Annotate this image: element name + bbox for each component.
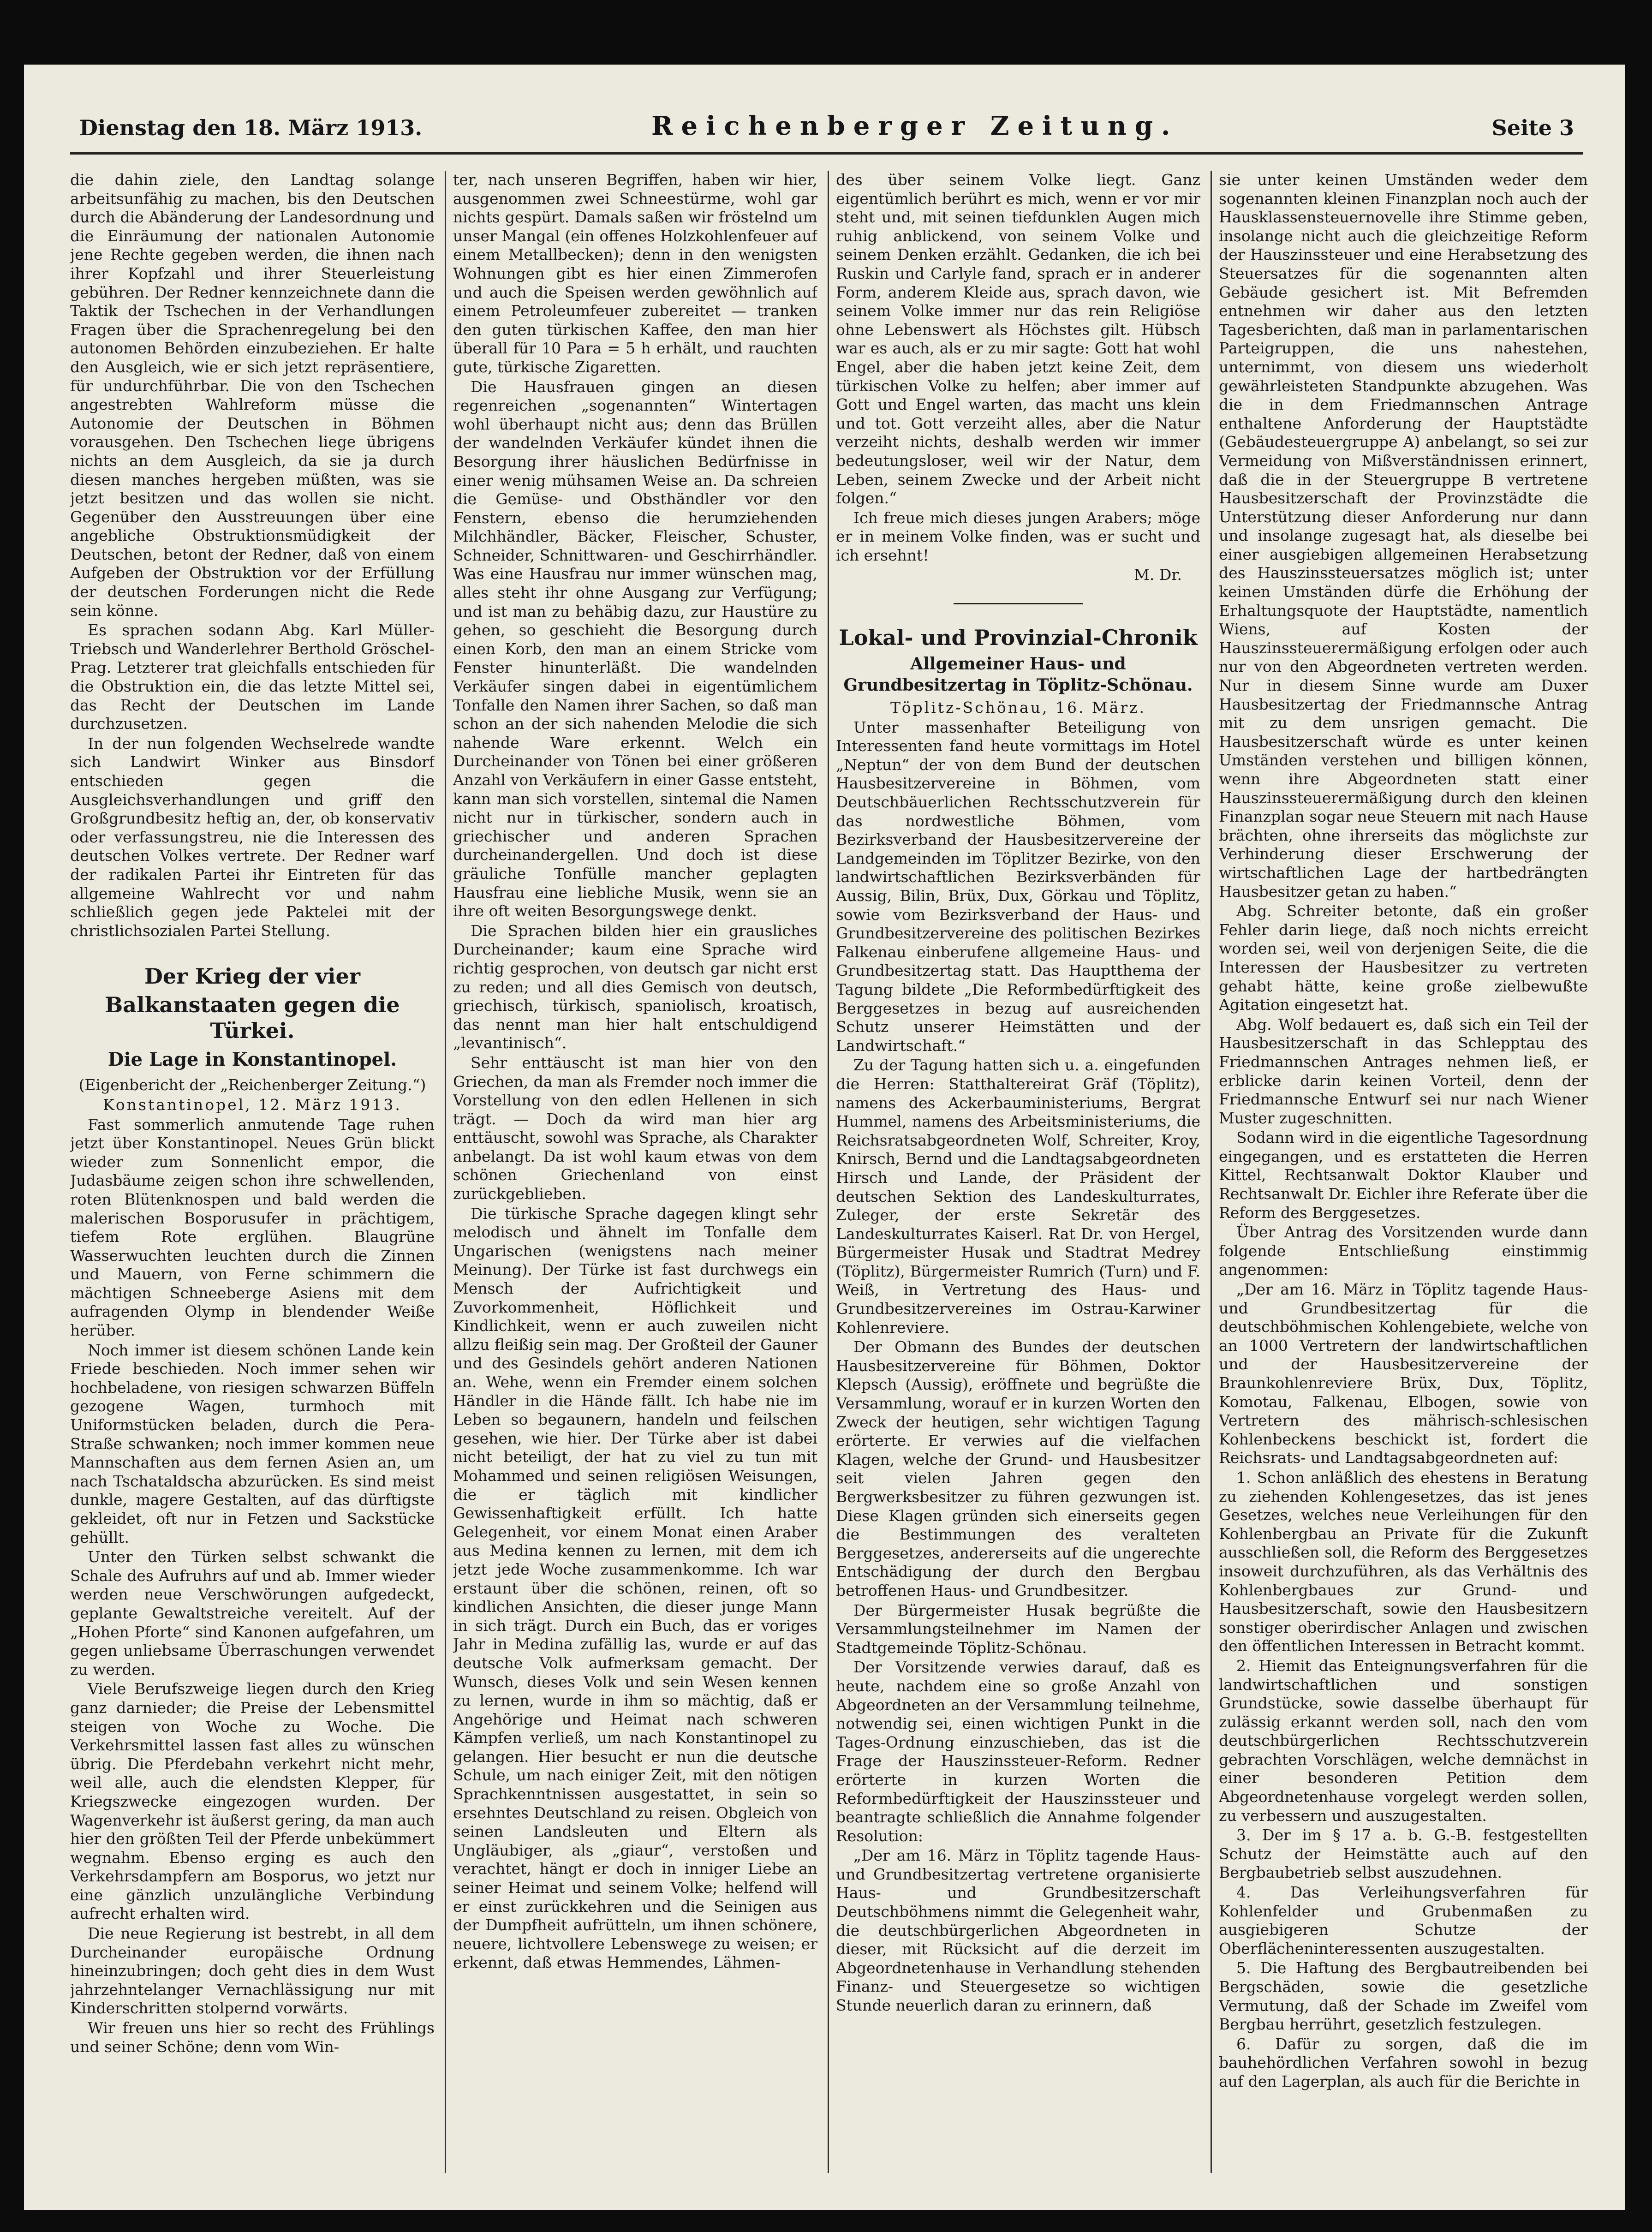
column-2 — [453, 171, 817, 2173]
column-rule — [445, 171, 446, 2173]
paragraph: Wir freuen uns hier so recht des Frühlings und seiner Schöne; denn vom Win- — [70, 2019, 435, 2056]
paragraph: Der Obmann des Bundes der deutschen Hausbesitzervereine für Böhmen, Doktor Klepsch (Aussig), eröffnete und begrüßte die Versammlung, worauf er in kurzen Worten den Zweck der heutigen, sehr wichtigen Tagung erörterte. Er verwies auf die vielfachen Klagen, welche der Grund- und Hausbesitzer seit vielen Jahren gegen den Bergwerksbesitzer zu führen gezwungen ist. Diese Klagen gründen sich einerseits gegen die Bestimmungen des veralteten Berggesetzes, andererseits auf die ungerechte Entschädigung der durch den Bergbau betroffenen Haus- und Grundbesitzer. — [836, 1338, 1200, 1599]
paragraph: sie unter keinen Umständen weder dem sogenannten kleinen Finanzplan noch auch der Hausklassensteuernovelle ihre Stimme geben, insolange nicht auch die gleichzeitige Reform der Hauszinssteuer und eine Herabsetzung des Steuersatzes für die sogenannten alten Gebäude gesichert ist. Mit Befremden entnehmen wir daher aus den letzten Tagesberichten, daß man in parlamentarischen Parteigruppen, die uns nahestehen, unternimmt, von diesem uns wiederholt gewährleisteten Standpunkte abzugehen. Was die in dem Friedmannschen Antrage enthaltene Anforderung der Hauptstädte (Gebäudesteuergruppe A) anbelangt, so sei zur Vermeidung von Mißverständnissen erinnert, daß die in der Steuergruppe B vertretene Hausbesitzerschaft der Provinzstädte die Unterstützung dieser Anforderung nur dann und insolange zugesagt hat, als dieselbe bei einer ausgiebigen allgemeinen Herabsetzung des Hauszinssteuersatzes möglich ist; unter keinen Umständen dürfe die Erhöhung der Erhaltungsquote der Hauptstädte, namentlich Wiens, auf Kosten der Hauszinssteuerermäßigung erfolgen oder auch nur von den Abgeordneten vertreten werden. Nur in diesem Sinne wurde am Duxer Hausbesitzertag der Friedmannsche Antrag mit zu dem unsrigen gemacht. Die Hausbesitzerschaft würde es unter keinen Umständen verstehen und billigen können, wenn ihre Abgeordneten statt einer Hauszinssteuerermäßigung durch den kleinen Finanzplan sogar neue Steuern mit nach Hause brächten, ohne ihrerseits das möglichste zur Verhinderung dieser Erschwerung der wirtschaftlichen Lage der hartbedrängten Hausbesitzer getan zu haben.“ — [1219, 171, 1588, 901]
column-rule — [828, 171, 829, 2173]
header-date: Dienstag den 18. März 1913. — [79, 115, 423, 140]
paragraph: Der Bürgermeister Husak begrüßte die Versammlungsteilnehmer im Namen der Stadtgemeinde Töplitz-Schönau. — [836, 1601, 1200, 1657]
paragraph: Ich freue mich dieses jungen Arabers; möge er in meinem Volke finden, was er sucht und ich ersehnt! — [836, 508, 1200, 564]
column-4 — [1219, 171, 1588, 2173]
paragraph: Noch immer ist diesem schönen Lande kein Friede beschieden. Noch immer sehen wir hochbeladene, von riesigen schwarzen Büffeln gezogene Wagen, turmhoch mit Uniformstücken beladen, durch die Pera-Straße schwanken; noch immer kommen neue Mannschaften aus dem fernen Asien an, um nach Tschataldscha abzurücken. Es sind meist dunkle, magere Gestalten, auf das dürftigste gekleidet, oft nur in Fetzen und Sackstücke gehüllt. — [70, 1341, 435, 1546]
paragraph: ter, nach unseren Begriffen, haben wir hier, ausgenommen zwei Schneestürme, wohl gar nichts gespürt. Damals saßen wir fröstelnd um unser Mangal (ein offenes Holzkohlenfeuer auf einem Metallbecken); denn in den wenigsten Wohnungen gibt es hier einen Zimmerofen und auch die Speisen werden gewöhnlich auf einem Petroleumfeuer zubereitet — tranken den guten türkischen Kaffee, den man hier überall für 10 Para = 5 h erhält, und rauchten gute, türkische Zigaretten. — [453, 171, 817, 376]
paragraph: Der Vorsitzende verwies darauf, daß es heute, nachdem eine so große Anzahl von Abgeordneten an der Versammlung teilnehme, notwendig sei, einen wichtigen Punkt in die Tages-Ordnung einzuschieben, das ist die Frage der Hauszinssteuer-Reform. Redner erörterte in kurzen Worten die Reformbedürftigkeit der Hauszinssteuer und beantragte schließlich die Annahme folgender Resolution: — [836, 1658, 1200, 1845]
paragraph: Die Hausfrauen gingen an diesen regenreichen „sogenannten“ Wintertagen wohl überhaupt nicht aus; denn das Brüllen der wandelnden Verkäufer kündet ihnen die Besorgung ihrer häuslichen Bedürfnisse in einer wenig mühsamen Weise an. Da schreien die Gemüse- und Obsthändler vor den Fenstern, ebenso die herumziehenden Milchhändler, Bäcker, Fleischer, Schuster, Schneider, Schnittwaren- und Geschirrhändler. Was eine Hausfrau nur immer wünschen mag, alles steht ihr ohne Ausgang zur Verfügung; und ist man zu behäbig dazu, zur Haustüre zu gehen, so geschieht die Besorgung durch einen Korb, den man an einem Stricke vom Fenster hinunterläßt. Die wandelnden Verkäufer singen dabei in eigentümlichem Tonfalle den Namen ihrer Sachen, so daß man schon an der sich nahenden Melodie die sich nahende Ware erkennt. Welch ein Durcheinander von Tönen bei einer größeren Anzahl von Verkäufern in einer Gasse entsteht, kann man sich vorstellen, sintemal die Namen nicht nur in türkischer, sondern auch in griechischer und anderen Sprachen durcheinandergellen. Und doch ist diese gräuliche Tonfülle mancher geplagten Hausfrau eine liebliche Musik, wenn sie an ihre oft weiten Besorgungswege denkt. — [453, 377, 817, 920]
article-subheadline: Die Lage in Konstantinopel. — [107, 1049, 397, 1071]
column-3 — [836, 171, 1200, 2173]
paragraph: 6. Dafür zu sorgen, daß die im bauhehördlichen Verfahren sowohl in bezug auf den Lagerplan, als auch für die Berichte in — [1219, 2035, 1588, 2090]
paragraph: Unter den Türken selbst schwankt die Schale des Aufruhrs auf und ab. Immer wieder werden neue Verschwörungen aufgedeckt, geplante Gewaltstreiche vereitelt. Auf der „Hohen Pforte“ sind Kanonen aufgefahren, um gegen unliebsame Überraschungen verwendet zu werden. — [70, 1548, 435, 1678]
byline: (Eigenbericht der „Reichenberger Zeitung.“) — [78, 1076, 426, 1094]
paragraph: Sodann wird in die eigentliche Tagesordnung eingegangen, und es erstatteten die Herren Kittel, Rechtsanwalt Doktor Klauber und Rechtsanwalt Dr. Eichler ihre Referate über die Reform des Berggesetzes. — [1219, 1128, 1588, 1222]
signature: M. Dr. — [1134, 566, 1182, 584]
article-headline: Allgemeiner Haus- und Grundbesitzertag in Töplitz-Schönau. — [843, 654, 1193, 695]
paragraph: 2. Hiemit das Enteignungsverfahren für die landwirtschaftlichen und sonstigen Grundstücke, sowie dasselbe überhaupt für zulässig erkannt werden soll, nach den vom deutschbürgerlichen Rechtsschutzverein gebrachten Vorschlägen, welche demnächst in einer besonderen Petition dem Abgeordnetenhause vorgelegt werden sollen, zu verbessern und auszugestalten. — [1219, 1656, 1588, 1825]
paragraph: Unter massenhafter Beteiligung von Interessenten fand heute vormittags im Hotel „Neptun“ der von dem Bund der deutschen Hausbesitzervereine in Böhmen, vom Deutschbäuerlichen Rechtsschutzverein für das nordwestliche Böhmen, vom Bezirksverband der Hausbesitzervereine der Landgemeinden im Töplitzer Bezirke, von den landwirtschaftlichen Bezirksverbänden für Aussig, Bilin, Brüx, Dux, Görkau und Töplitz, sowie vom Bezirksverband der Haus- und Grundbesitzervereine des politischen Bezirkes Falkenau einberufene allgemeine Haus- und Grundbesitzertag statt. Das Hauptthema der Tagung bildete „Die Reformbedürftigkeit des Berggesetzes in bezug auf ausreichenden Schutz unserer Heimstätten und der Landwirtschaft.“ — [836, 718, 1200, 1055]
paragraph: Die neue Regierung ist bestrebt, in all dem Durcheinander europäische Ordnung hineinzubringen; doch geht dies in dem Wust jahrzehntelanger Vernachlässigung nur mit Kinderschritten stolpernd vorwärts. — [70, 1924, 435, 2017]
section-headline: Lokal- und Provinzial-Chronik — [839, 625, 1198, 651]
section-divider — [954, 603, 1083, 604]
paragraph: 3. Der im § 17 a. b. G.-B. festgestellten Schutz der Heimstätte auch auf den Bergbaubetrieb selbst auszudehnen. — [1219, 1826, 1588, 1882]
dateline: Töplitz-Schönau, 16. März. — [890, 698, 1146, 717]
paragraph: Sehr enttäuscht ist man hier von den Griechen, da man als Fremder noch immer die Vorstellung von den edlen Hellenen in sich trägt. — Doch da wird man hier arg enttäuscht, sowohl was Sprache, als Charakter anbelangt. Da ist wohl kaum etwas von dem schönen Griechenland von einst zurückgeblieben. — [453, 1053, 817, 1203]
paragraph: Zu der Tagung hatten sich u. a. eingefunden die Herren: Statthaltereirat Gräf (Töplitz), namens des Ackerbauministeriums, Bergrat Hummel, namens des Arbeitsministeriums, die Reichsratsabgeordneten Wolf, Schreiter, Kroy, Knirsch, Bernd und die Landtagsabgeordneten Hirsch und Lande, der Präsident der deutschen Sektion des Landeskulturrates, Zuleger, der erste Sekretär des Landeskulturrates Kaiserl. Rat Dr. von Hergel, Bürgermeister Husak und Stadtrat Medrey (Töplitz), Bürgermeister Rumrich (Turn) und F. Weiß, in Vertretung des Haus- und Grundbesitzervereines im Ostrau-Karwiner Kohlenreviere. — [836, 1056, 1200, 1337]
paragraph: Die türkische Sprache dagegen klingt sehr melodisch und ähnelt im Tonfalle dem Ungarischen (wenigstens nach meiner Meinung). Der Türke ist fast durchwegs ein Mensch der Aufrichtigkeit und Zuvorkommenheit, Höflichkeit und Kindlichkeit, wenn er auch zuweilen nicht allzu fleißig sein mag. Der Großteil der Gauner und des Gesindels gehört anderen Nationen an. Wehe, wenn ein Fremder einem solchen Händler in die Hände fällt. Ich habe nie im Leben so begaunern, handeln und feilschen gesehen, wie hier. Der Türke aber ist dabei nicht beteiligt, der hat zu viel zu tun mit Mohammed und seinen religiösen Weisungen, die er täglich mit kindlicher Gewissenhaftigkeit erfüllt. Ich hatte Gelegenheit, vor einem Monat einen Araber aus Medina kennen zu lernen, mit dem ich jetzt jede Woche zusammenkomme. Ich war erstaunt über die schönen, reinen, oft so kindlichen Ansichten, die dieser junge Mann in sich trägt. Durch ein Buch, das er voriges Jahr in Medina zufällig las, wurde er auf das deutsche Volk aufmerksam gemacht. Der Wunsch, dieses Volk und sein Wesen kennen zu lernen, wurde in ihm so mächtig, daß er Angehörige und Heimat nach schweren Kämpfen verließ, um nach Konstantinopel zu gelangen. Hier besucht er nun die deutsche Schule, um nach einiger Zeit, mit den nötigen Sprachkenntnissen ausgestattet, in sein so ersehntes Deutschland zu reisen. Obgleich von seinen Landsleuten und Eltern als Ungläubiger, als „giaur“, verstoßen und verachtet, hängt er doch in inniger Liebe an seiner Heimat und seinem Volke; helfend will er einst zurückkehren und die Seinigen aus der Dumpfheit aufrütteln, um ihnen schönere, neuere, lichtvollere Lebenswege zu weisen; er erkennt, daß etwas Hemmendes, Lähmen- — [453, 1204, 817, 1972]
column-rule — [1211, 171, 1212, 2173]
paragraph: In der nun folgenden Wechselrede wandte sich Landwirt Winker aus Binsdorf entschieden gegen die Ausgleichsverhandlungen und griff den Großgrundbesitz heftig an, der, ob konservativ oder verfassungstreu, nie die Interessen des deutschen Volkes vertrete. Der Redner warf der radikalen Partei ihr Eintreten für das allgemeine Wahlrecht vor und nahm schließlich gegen jede Paktelei mit der christlichsozialen Partei Stellung. — [70, 734, 435, 940]
paragraph: des über seinem Volke liegt. Ganz eigentümlich berührt es mich, wenn er vor mir steht und, mit seinen tiefdunklen Augen mich ruhig anblickend, von seinem Volke und seinem Denken erzählt. Gedanken, die ich bei Ruskin und Carlyle fand, sprach er in anderer Form, anderem Kleide aus, sprach davon, wie seinem Volke immer nur das rein Religiöse ohne Lebenswert als Höchstes gilt. Hübsch war es auch, als er zu mir sagte: Gott hat wohl Engel, aber die haben jetzt keine Zeit, dem türkischen Volke zu helfen; aber immer auf Gott und Engel warten, das macht uns klein und tot. Gott verzeiht alles, aber die Natur verzeiht nichts, deshalb werden wir immer bedeutungsloser, weil wir der Natur, dem Leben, seinem Zwecke und der Arbeit nicht folgen.“ — [836, 171, 1200, 507]
dateline: Konstantinopel, 12. März 1913. — [103, 1095, 402, 1114]
page-header — [70, 111, 1583, 155]
paragraph: Viele Berufszweige liegen durch den Krieg ganz darnieder; die Preise der Lebensmittel steigen von Woche zu Woche. Die Verkehrsmittel lassen fast alles zu wünschen übrig. Die Pferdebahn verkehrt nicht mehr, weil alle, auch die elendsten Klepper, für Kriegszwecke eingezogen wurden. Der Wagenverkehr ist äußerst gering, da man auch hier den größten Teil der Pferde unbekümmert wegnahm. Ebenso erging es auch den Verkehrsdampfern am Bosporus, wo jetzt nur eine gänzlich unzulängliche Verbindung aufrecht erhalten wird. — [70, 1680, 435, 1923]
paragraph: Abg. Schreiter betonte, daß ein großer Fehler darin liege, daß noch nichts erreicht worden sei, weil von derjenigen Seite, die die Interessen der Hausbesitzer zu vertreten gehabt hätte, keine große zielbewußte Agitation eingesetzt hat. — [1219, 902, 1588, 1014]
paragraph: Abg. Wolf bedauert es, daß sich ein Teil der Hausbesitzerschaft in das Schlepptau des Friedmannschen Antrages nehmen ließ, er erblicke darin keinen Vorteil, denn der Friedmannsche Entwurf sei nur nach Wiener Muster zugeschnitten. — [1219, 1015, 1588, 1127]
article-headline: Der Krieg der vier — [144, 964, 360, 989]
paragraph: Fast sommerlich anmutende Tage ruhen jetzt über Konstantinopel. Neues Grün blickt wieder zum Sonnenlicht empor, die Judasbäume zeigen schon ihre schwellenden, roten Blütenknospen und bald werden die malerischen Bosporusufer in prächtigem, tiefem Rote erglühen. Blaugrüne Wasserwuchten leuchten durch die Zinnen und Mauern, von Ferne schimmern die mächtigen Schneeberge Asiens mit dem aufragenden Olymp in blendender Weiße herüber. — [70, 1115, 435, 1340]
paragraph: 5. Die Haftung des Bergbautreibenden bei Bergschäden, sowie die gesetzliche Vermutung, daß der Schade im Zweifel vom Bergbau herrührt, gesetzlich festzulegen. — [1219, 1959, 1588, 2034]
article-headline: Balkanstaaten gegen die Türkei. — [105, 992, 400, 1044]
paragraph: „Der am 16. März in Töplitz tagende Haus- und Grundbesitzertag für die deutschböhmischen Kohlengebiete, welche von an 1000 Vertretern der landwirtschaftlichen und der Hausbesitzervereine der Braunkohlenreviere Brüx, Dux, Töplitz, Komotau, Falkenau, Elbogen, sowie von Vertretern des mährisch-schlesischen Kohlenbeckens beschickt ist, fordert die Reichsrats- und Landtagsabgeordneten auf: — [1219, 1280, 1588, 1467]
newspaper-page — [24, 65, 1625, 2210]
paragraph: 4. Das Verleihungsverfahren für Kohlenfelder und Grubenmaßen zu ausgiebigeren Schutze der Oberflächeninteressenten auszugestalten. — [1219, 1883, 1588, 1957]
page-number: Seite 3 — [1491, 115, 1574, 140]
paragraph: Die Sprachen bilden hier ein grausliches Durcheinander; kaum eine Sprache wird richtig gesprochen, von deutsch gar nicht erst zu reden; und all dies Gemisch von deutsch, griechisch, türkisch, spaniolisch, kroatisch, das nennt man hier halt entschuldigend „levantinisch“. — [453, 921, 817, 1052]
paragraph: „Der am 16. März in Töplitz tagende Haus- und Grundbesitzertag vertretene organisierte Haus- und Grundbesitzerschaft Deutschböhmens nimmt die Gelegenheit wahr, die deutschbürgerlichen Abgeordneten in dieser, mit Rücksicht auf die derzeit im Abgeordnetenhause in Verhandlung stehenden Finanz- und Steuergesetze so wichtigen Stunde neuerlich daran zu erinnern, daß — [836, 1846, 1200, 2015]
column-1 — [70, 171, 435, 2173]
paragraph: die dahin ziele, den Landtag solange arbeitsunfähig zu machen, bis den Deutschen durch die Abänderung der Landesordnung und die Einräumung der nationalen Autonomie jene Rechte gegeben werden, die ihnen nach ihrer Kopfzahl und ihrer Steuerleistung gebühren. Der Redner kennzeichnete dann die Taktik der Tschechen in der Verhandlungen Fragen über die Sprachenregelung bei den autonomen Behörden einzubeziehen. Er halte den Ausgleich, wie er sich jetzt repräsentiere, für undurchführbar. Die von den Tschechen angestrebten Wahlreform müsse die Autonomie der Deutschen in Böhmen vorausgehen. Den Tschechen liege übrigens nichts an dem Ausgleich, da sie ja durch diesen manches hergeben müßten, was sie jetzt besitzen und das wollen sie nicht. Gegenüber den Ausstreuungen über eine angebliche Obstruktionsmüdigkeit der Deutschen, betont der Redner, daß von einem Aufgeben der Obstruktion vor der Erfüllung der deutschen Forderungen nicht die Rede sein könne. — [70, 171, 435, 620]
newspaper-title: Reichenberger Zeitung. — [651, 111, 1179, 141]
paragraph: Über Antrag des Vorsitzenden wurde dann folgende Entschließung einstimmig angenommen: — [1219, 1223, 1588, 1279]
paragraph: Es sprachen sodann Abg. Karl Müller-Triebsch und Wanderlehrer Berthold Gröschel-Prag. Letzterer trat gleichfalls entschieden für die Obstruktion ein, die das letzte Mittel sei, das Recht der Deutschen im Lande durchzusetzen. — [70, 621, 435, 733]
paragraph: 1. Schon anläßlich des ehestens in Beratung zu ziehenden Kohlengesetzes, das ist jenes Gesetzes, welches neue Verleihungen für den Kohlenbergbau an Private für die Zukunft ausschließen soll, die Reform des Berggesetzes insoweit durchzuführen, als das Verhältnis des Kohlenbergbaues zur Grund- und Hausbesitzerschaft, sowie den Hausbesitzern sonstiger oberirdischer Anlagen und zwischen den öffentlichen Interessen in Betracht kommt. — [1219, 1468, 1588, 1655]
